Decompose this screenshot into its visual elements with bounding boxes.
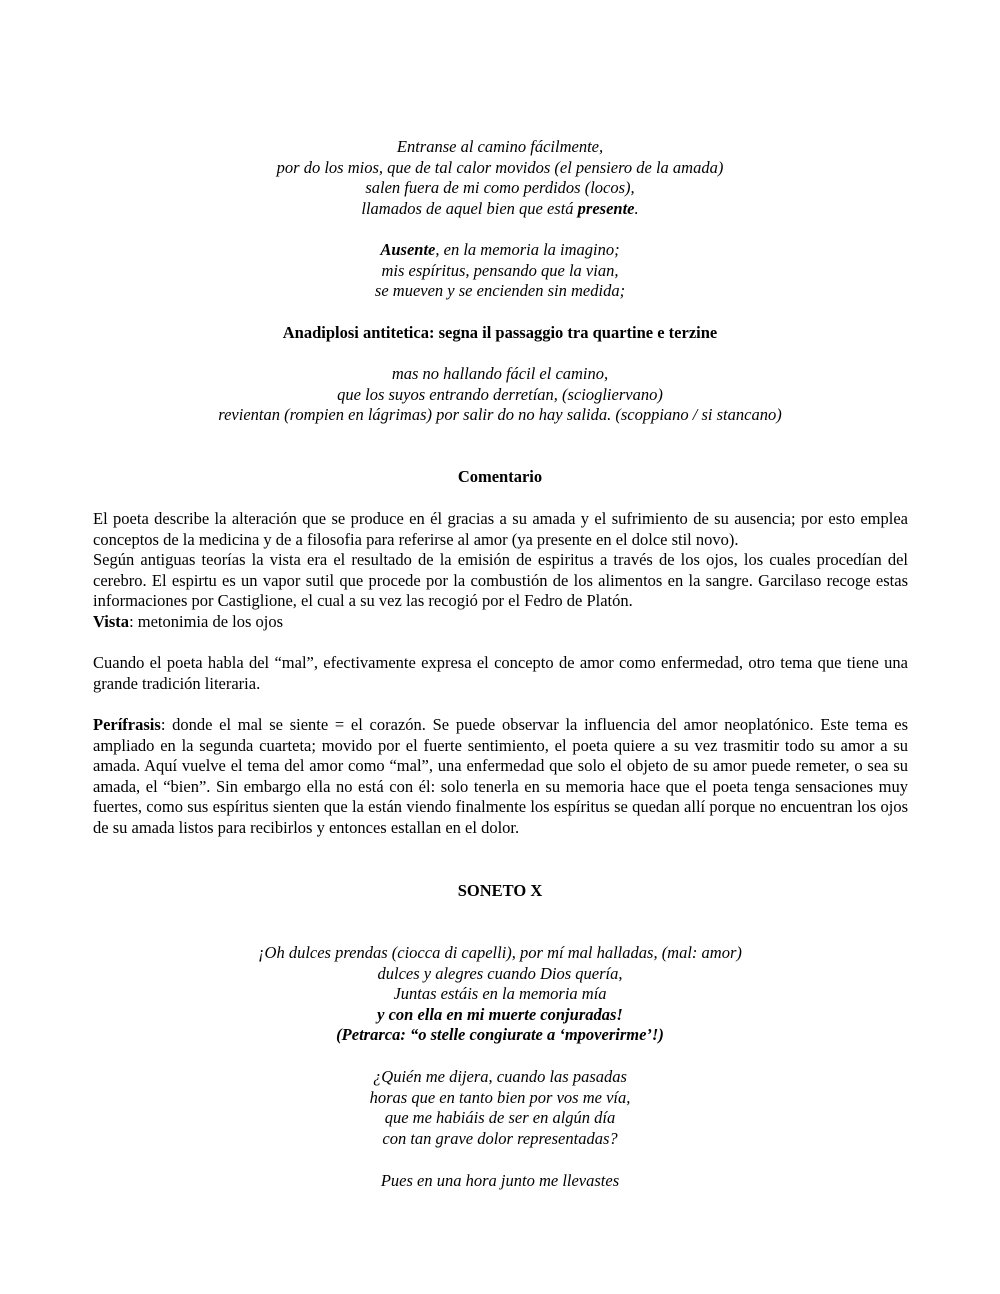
stanza-2 [0, 240, 1000, 302]
paragraph: Cuando el poeta habla del “mal”, efectivamente expresa el concepto de amor como enfermedad, otro tema que tiene una grande tradición literaria. [93, 653, 908, 693]
verse-line: mas no hallando fácil el camino, [391, 364, 609, 383]
verse-line: se mueven y se encienden sin medida; [374, 281, 626, 301]
soneto-heading: SONETO X [457, 881, 543, 900]
verse-line: ¿Quién me dijera, cuando las pasadas [373, 1067, 627, 1086]
verse-line: revientan (rompien en lágrimas) por salir do no hay salida. (scoppiano / si stancano) [218, 405, 782, 425]
paragraph [93, 715, 908, 839]
stanza-3 [0, 364, 1000, 426]
soneto-stanza-2 [0, 1067, 1000, 1149]
comentario-body-2 [93, 653, 908, 694]
verse-line: por do los mios, que de tal calor movidos (el pensiero de la amada) [276, 157, 724, 177]
verse-line [0, 199, 1000, 220]
verse-line: que me habiáis de ser en algún día [384, 1108, 616, 1128]
stanza-1 [0, 137, 1000, 219]
verse-line: Juntas estáis en la memoria mía [393, 984, 607, 1004]
verse-emphasis: presente [577, 198, 635, 218]
verse-line: ¡Oh dulces prendas (ciocca di capelli), por mí mal halladas, (mal: amor) [258, 943, 742, 962]
section-heading: Anadiplosi antitetica: segna il passaggio tra quartine e terzine [282, 323, 718, 342]
verse-line: salen fuera de mi como perdidos (locos), [365, 178, 635, 198]
verse-line: Entranse al camino fácilmente, [396, 137, 604, 156]
verse-line: Pues en una hora junto me llevastes [380, 1171, 620, 1190]
comentario-body [93, 509, 908, 633]
verse-line [0, 240, 1000, 261]
verse-line: con tan grave dolor representadas? [382, 1128, 618, 1148]
soneto-stanza-3 [0, 1171, 1000, 1192]
paragraph: El poeta describe la alteración que se produce en él gracias a su amada y el sufrimiento de su ausencia; por esto emplea conceptos de la medicina y de a filosofia para referirse al amor (ya presente en el dolce stil novo). [93, 509, 908, 549]
term-definition: : donde el mal se siente = el corazón. Se puede observar la influencia del amor neoplatónico. Este tema es ampliado en la segunda cuarteta; movido por el fuerte sentimiento, el poeta quiere a su vez trasmitir todo su amor a su amada. Aquí vuelve el tema del amor como “mal”, una enfermedad que solo el objeto de su amor puede remeter, o sea su amada, el “bien”. Sin embargo ella no está con él: solo tenerla en su memoria hace que el poeta tenga sensaciones muy fuertes, como sus espíritus sienten que la están viendo finalmente los espíritus se quedan allí porque no encuentran los ojos de su amada listos para recibirlos y entonces estallan en el dolor. [93, 715, 908, 837]
verse-text: , en la memoria la imagino; [435, 240, 620, 259]
petrarca-note: (Petrarca: “o stelle congiurate a ‘mpoverirme’!) [336, 1025, 664, 1045]
term-label: Vista [93, 611, 130, 631]
verse-line: y con ella en mi muerte conjuradas! [377, 1004, 623, 1024]
verse-line: horas que en tanto bien por vos me vía, [369, 1087, 631, 1107]
term-label: Perífrasis [93, 715, 161, 734]
verse-line: que los suyos entrando derretían, (sciogliervano) [337, 384, 663, 404]
verse-line: dulces y alegres cuando Dios quería, [377, 963, 623, 983]
paragraph [93, 612, 908, 633]
verse-emphasis: Ausente [380, 240, 436, 259]
verse-text: llamados de aquel bien que está [361, 198, 578, 218]
term-definition: : metonimia de los ojos [129, 611, 284, 631]
comentario-body-3 [93, 715, 908, 839]
paragraph: Según antiguas teorías la vista era el resultado de la emisión de espiritus a través de los ojos, los cuales procedían del cerebro. El espirtu es un vapor sutil que procede por la combustión de los alimentos en la sangre. Garcilaso recoge estas informaciones por Castiglione, el cual a su vez las recogió por el Fedro de Platón. [93, 550, 908, 611]
verse-line: mis espíritus, pensando que la vian, [381, 260, 619, 280]
verse-text: . [634, 198, 639, 218]
soneto-stanza-1 [0, 943, 1000, 1046]
comentario-heading: Comentario [457, 467, 543, 486]
